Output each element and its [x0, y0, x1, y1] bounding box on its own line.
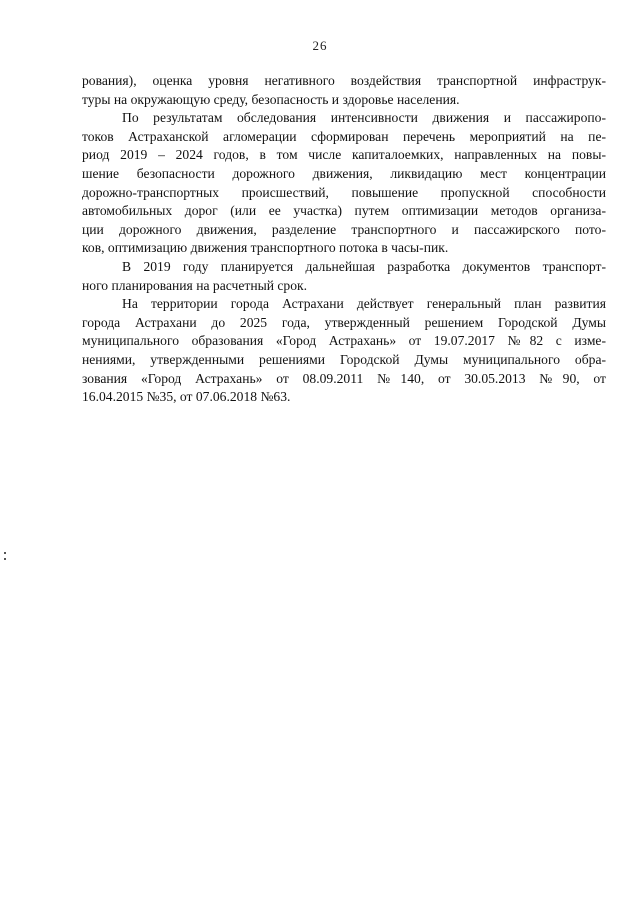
text-line: туры на окружающую среду, безопасность и здоровье населения. — [82, 91, 460, 107]
text-line: ков, оптимизацию движения транспортного потока в часы-пик. — [82, 240, 449, 256]
paragraph-1 — [82, 72, 606, 109]
text-line: нениями, утвержденными решениями Городской Думы муниципального обра- — [82, 351, 606, 367]
text-line: зования «Город Астрахань» от 08.09.2011 №140, от 30.05.2013 №90, от — [82, 370, 606, 386]
text-line: автомобильных дорог (или ее участка) путем оптимизации методов организа- — [82, 203, 606, 219]
paragraph-4 — [82, 295, 606, 407]
text-line: дорожно-транспортных происшествий, повышение пропускной способности — [82, 184, 606, 200]
paragraph-2 — [82, 109, 606, 258]
text-line: В 2019 году планируется дальнейшая разработка документов транспорт- — [122, 258, 606, 274]
text-line: города Астрахани до 2025 года, утвержденный решением Городской Думы — [82, 314, 606, 330]
scan-mark — [4, 552, 6, 554]
text-line: ного планирования на расчетный срок. — [82, 277, 308, 293]
text-line: рования), оценка уровня негативного воздействия транспортной инфраструк- — [82, 73, 606, 88]
text-line: токов Астраханской агломерации сформирован перечень мероприятий на пе- — [82, 128, 606, 144]
text-line: На территории города Астрахани действует генеральный план развития — [122, 296, 606, 312]
text-line: шение безопасности дорожного движения, ликвидацию мест концентрации — [82, 165, 606, 181]
scan-mark — [4, 558, 6, 560]
text-line: 16.04.2015 №35, от 07.06.2018 №63. — [82, 389, 291, 405]
text-line: риод 2019 – 2024 годов, в том числе капиталоемких, направленных на повы- — [82, 147, 606, 163]
document-body — [82, 72, 606, 407]
text-line: По результатам обследования интенсивности движения и пассажиропо- — [122, 110, 606, 126]
paragraph-3 — [82, 258, 606, 295]
text-line: ции дорожного движения, разделение транспортного и пассажирского пото- — [82, 221, 606, 237]
page-number: 26 — [312, 38, 328, 53]
text-line: муниципального образования «Город Астрахань» от 19.07.2017 №82 с изме- — [82, 333, 606, 349]
